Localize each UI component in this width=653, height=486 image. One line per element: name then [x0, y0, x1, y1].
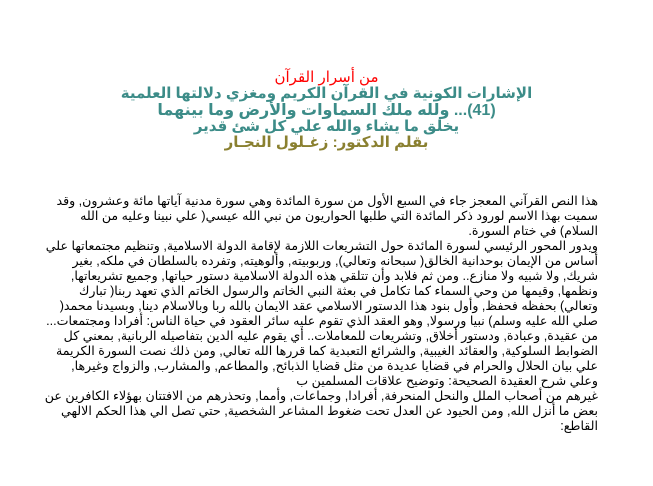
article-header	[0, 70, 653, 151]
paragraph-main-theme: ويدور المحور الرئيسي لسورة المائدة حول التشريعات اللازمة لإقامة الدولة الاسلامية, وتنظيم مجتمعاتها علي أساس من الإيمان بوحدانية الخالق( سبحانه وتعالي), وربوبيته, وألوهيته, وتفرده بالسلطان في ملكه, بغير شريك, ولا شبيه ولا منازع.. ومن ثم فلابد وأن تتلقي هذه الدولة الاسلامية دستور حياتها, وجميع تشريعاتها, ونظمها, وقيمها من وحي السماء كما تكامل في بعثة النبي الخاتم والرسول الخاتم الذي تعهد ربنا( تبارك وتعالي) بحفظه فحفظ, وأول بنود هذا الدستور الاسلامي عقد الايمان بالله ربا وبالاسلام دينا, وبسيدنا محمد( صلي الله عليه وسلم) نبيا ورسولا, وهو العقد الذي تقوم عليه سائر العقود في حياة الناس: أفرادا ومجتمعات... من عقيدة, وعبادة, ودستور أخلاق, وتشريعات للمعاملات.. أي يقوم عليه الدين بتفاصيله الربانية, بمعني كل الضوابط السلوكية, والعقائد الغيبية, والشرائع التعبدية كما قررها الله تعالي, ومن ذلك نصت السورة الكريمة علي بيان الحلال والحرام في قضايا عديدة من مثل قضايا الذبائح, والمطاعم, والمشارب, والزواج وغيرها, وعلي شرح العقيدة الصحيحة: وتوضيح علاقات المسلمين ب	[45, 239, 598, 388]
article-title: الإشارات الكونية في القرآن الكريم ومغزي دلالتها العلمية	[120, 85, 533, 102]
verse-line-1: (41)... ولله ملك السماوات والأرض وما بينهما	[157, 102, 496, 119]
paragraph-continuation: غيرهم من أصحاب الملل والنحل المنحرفة, أفرادا, وجماعات, وأمما, وتحذرهم من الافتتان بهؤلاء الكافرين عن بعض ما أنزل الله, ومن الحيود عن العدل تحت ضغوط المشاعر الشخصية, حتي تصل الي هذا الحكم الالهي القاطع:	[44, 389, 598, 433]
article-body	[40, 194, 598, 434]
paragraph-intro: هذا النص القرآني المعجز جاء في السبع الأول من سورة المائدة وهي سورة مدنية آياتها مائة وعشرون, وقد سميت بهذا الاسم لورود ذكر المائدة التي طلبها الحواريون من نبي الله عيسي( علي نبينا وعليه من الله السلام) في ختام السورة.	[56, 194, 598, 238]
author-byline: بقلم الدكتور: زغـلول النجـار	[224, 134, 429, 151]
series-title: من أسرار القرآن	[274, 69, 379, 86]
verse-line-2: يخلق ما يشاء والله علي كل شئ قدير	[193, 118, 460, 135]
